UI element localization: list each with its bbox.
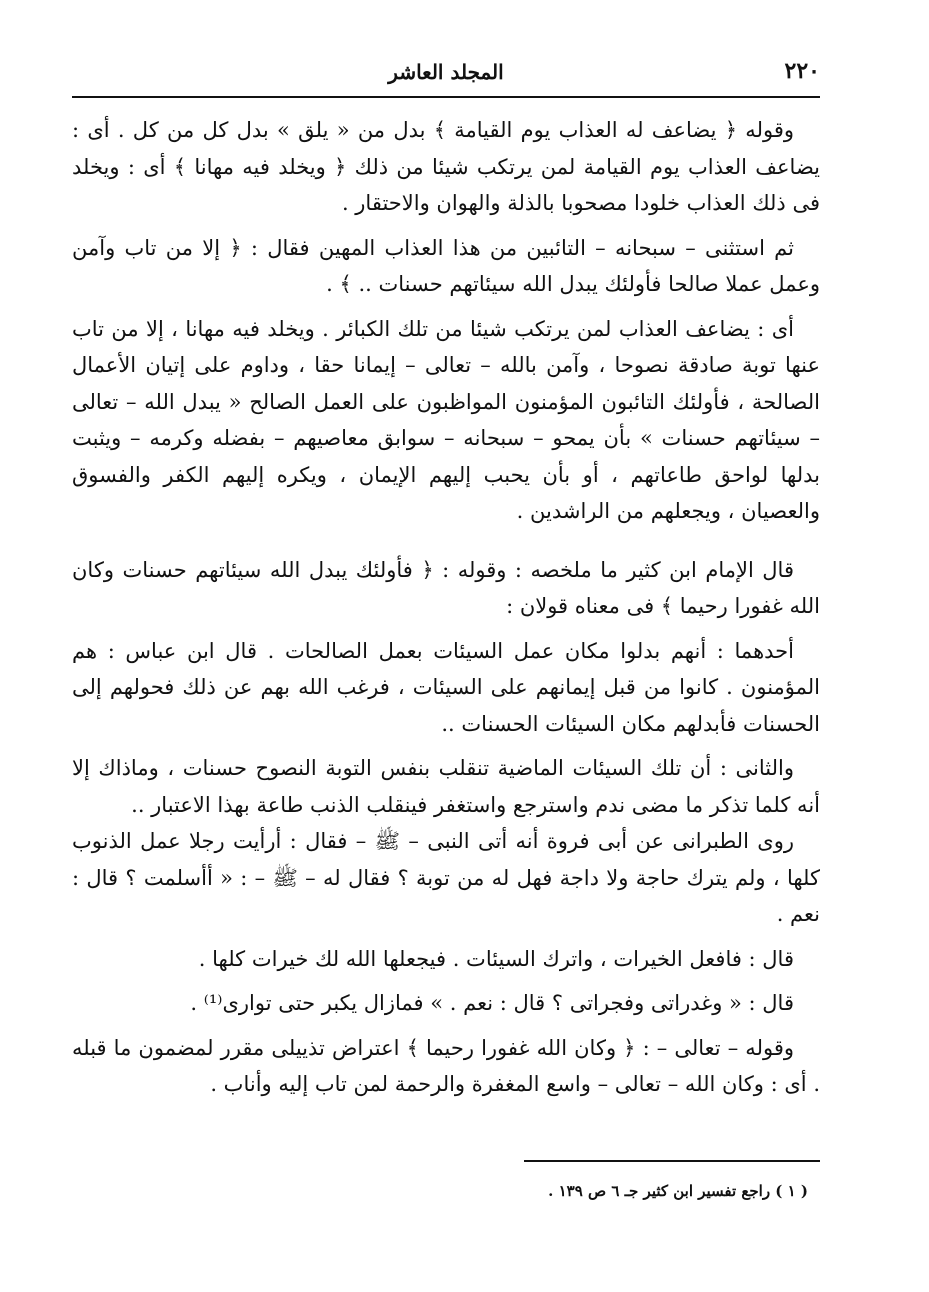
paragraph: قال : « وغدراتى وفجراتى ؟ قال : نعم . » فمازال يكبر حتى توارى⁽¹⁾ . xyxy=(190,991,794,1015)
footnote: ( ١ ) راجع تفسير ابن كثير جـ ٦ ص ١٣٩ . xyxy=(548,1182,808,1200)
running-title: المجلد العاشر xyxy=(388,60,504,84)
paragraph: وقوله – تعالى – : ﴿ وكان الله غفورا رحيما ﴾ اعتراض تذييلى مقرر لمضمون ما قبله . أى : وكان الله – تعالى – واسع المغفرة والرحمة لمن تاب إليه وأناب . xyxy=(72,1035,820,1096)
paragraph: قال : فافعل الخيرات ، واترك السيئات . فيجعلها الله لك خيرات كلها . xyxy=(198,946,794,971)
body-text xyxy=(72,112,820,1103)
paragraph: ثم استثنى – سبحانه – التائبين من هذا العذاب المهين فقال : ﴿ إلا من تاب وآمن وعمل عملا صالحا فأولئك يبدل الله سيئاتهم حسنات .. ﴾ . xyxy=(72,235,820,296)
paragraph: روى الطبرانى عن أبى فروة أنه أتى النبى – ﷺ – فقال : أرأيت رجلا عمل الذنوب كلها ، ولم يترك حاجة ولا داجة فهل له من توبة ؟ فقال له – ﷺ – : « أأسلمت ؟ قال : نعم . xyxy=(72,829,820,926)
paragraph: والثانى : أن تلك السيئات الماضية تنقلب بنفس التوبة النصوح حسنات ، وماذاك إلا أنه كلما تذكر ما مضى ندم واسترجع واستغفر فينقلب الذنب طاعة بهذا الاعتبار .. xyxy=(72,756,820,817)
page-number: ٢٢٠ xyxy=(784,58,820,84)
header-divider xyxy=(72,96,820,98)
paragraph: وقوله ﴿ يضاعف له العذاب يوم القيامة ﴾ بدل من « يلق » بدل كل من كل . أى : يضاعف العذاب يوم القيامة لمن يرتكب شيئا من ذلك ﴿ ويخلد فيه مهانا ﴾ أى : ويخلد فى ذلك العذاب خلودا مصحوبا بالذلة والهوان والاحتقار . xyxy=(72,118,820,215)
paragraph: قال الإمام ابن كثير ما ملخصه : وقوله : ﴿ فأولئك يبدل الله سيئاتهم حسنات وكان الله غفورا رحيما ﴾ فى معناه قولان : xyxy=(72,557,820,618)
book-page xyxy=(72,0,820,1292)
paragraph: أى : يضاعف العذاب لمن يرتكب شيئا من تلك الكبائر . ويخلد فيه مهانا ، إلا من تاب عنها توبة صادقة نصوحا ، وآمن بالله – تعالى – إيمانا حقا ، وداوم على إتيان الأعمال الصالحة ، فأولئك التائبون المؤمنون المواظبون على العمل الصالح « يبدل الله – تعالى – سيئاتهم حسنات » بأن يمحو – سبحانه – سوابق معاصيهم – بفضله وكرمه – ويثبت بدلها لواحق طاعاتهم ، أو بأن يحبب إليهم الإيمان ، ويكره إليهم الكفر والفسوق والعصيان ، ويجعلهم من الراشدين . xyxy=(72,316,820,523)
page-header xyxy=(72,52,820,88)
paragraph: أحدهما : أنهم بدلوا مكان عمل السيئات بعمل الصالحات . قال ابن عباس : هم المؤمنون . كانوا من قبل إيمانهم على السيئات ، فرغب الله بهم عن ذلك فحولهم إلى الحسنات فأبدلهم مكان السيئات الحسنات .. xyxy=(72,638,820,736)
footnote-divider xyxy=(524,1160,820,1162)
